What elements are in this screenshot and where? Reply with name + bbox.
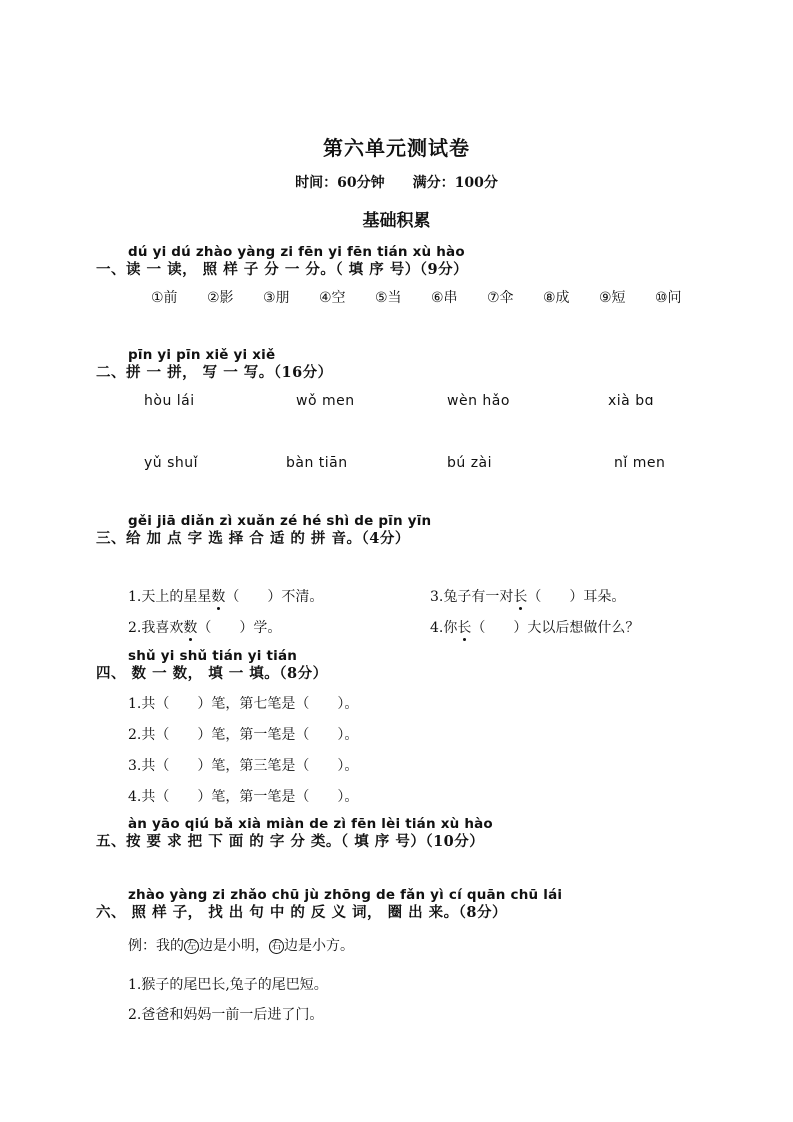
q6-line-2: 2.爸爸和妈妈一前一后进了门。	[128, 1007, 324, 1023]
q3-sentence-4: 4.你长（ ）大以后想做什么？	[430, 620, 640, 636]
q4-instruction: 四、 数 一 数， 填 一 填。（8分）	[96, 665, 328, 682]
q1-item: ①前	[151, 290, 178, 306]
q6-instruction: 六、 照 样 子， 找 出 句 中 的 反 义 词， 圈 出 来。（8分）	[96, 904, 508, 921]
q6-pinyin: zhào yàng zi zhǎo chū jù zhōng de fǎn yì cí quān chū lái	[128, 887, 563, 903]
q6-line-1: 1.猴子的尾巴长,兔子的尾巴短。	[128, 977, 328, 993]
q2-pinyin-word: yǔ shuǐ	[144, 455, 199, 471]
q4-line: 2.共（ ）笔，第一笔是（ ）。	[128, 727, 359, 743]
q1-item: ⑦伞	[487, 290, 514, 306]
q2-pinyin-word: hòu lái	[144, 393, 195, 409]
q5-pinyin: àn yāo qiú bǎ xià miàn de zì fēn lèi tián xù hào	[128, 816, 493, 832]
dotted-char: 长	[513, 589, 528, 605]
q2-instruction: 二、拼 一 拼， 写 一 写。（16分）	[96, 364, 333, 381]
q2-pinyin-word: wèn hǎo	[447, 393, 510, 409]
q3-pinyin: gěi jiā diǎn zì xuǎn zé hé shì de pīn yīn	[128, 513, 432, 529]
page-title: 第六单元测试卷	[323, 136, 470, 160]
q1-item: ⑩问	[655, 290, 682, 306]
exam-info: 时间：60分钟 满分：100分	[295, 175, 498, 191]
q3-instruction: 三、给 加 点 字 选 择 合 适 的 拼 音。（4分）	[96, 530, 410, 547]
dotted-char: 数	[211, 589, 226, 605]
q4-line: 1.共（ ）笔，第七笔是（ ）。	[128, 696, 359, 712]
dotted-char: 长	[457, 620, 472, 636]
q1-instruction: 一、读 一 读， 照 样 子 分 一 分。（ 填 序 号）（9分）	[96, 261, 469, 278]
q2-pinyin-word: xià bɑ	[608, 393, 654, 409]
q1-item: ⑨短	[599, 290, 626, 306]
q2-pinyin-word: nǐ men	[614, 455, 666, 471]
q1-item: ④空	[319, 290, 346, 306]
q2-pinyin: pīn yi pīn xiě yi xiě	[128, 347, 276, 363]
q4-line: 4.共（ ）笔，第一笔是（ ）。	[128, 789, 359, 805]
q1-item: ⑧成	[543, 290, 570, 306]
q4-pinyin: shǔ yi shǔ tián yi tián	[128, 648, 298, 664]
q5-instruction: 五、按 要 求 把 下 面 的 字 分 类。（ 填 序 号）（10分）	[96, 833, 485, 850]
section-heading: 基础积累	[362, 211, 431, 231]
q1-item: ③朋	[263, 290, 290, 306]
q3-sentence-1: 1.天上的星星数（ ）不清。	[128, 589, 324, 605]
q6-example: 例：我的 左 边是小明， 右 边是小方。	[128, 938, 354, 954]
q3-sentence-2: 2.我喜欢数（ ）学。	[128, 620, 282, 636]
circled-word: 左	[184, 939, 199, 954]
q2-pinyin-word: bú zài	[447, 455, 493, 471]
q1-pinyin: dú yi dú zhào yàng zi fēn yi fēn tián xù hào	[128, 244, 465, 260]
q2-pinyin-word: wǒ men	[296, 393, 355, 409]
q1-item: ②影	[207, 290, 234, 306]
q1-item: ⑤当	[375, 290, 402, 306]
q4-line: 3.共（ ）笔，第三笔是（ ）。	[128, 758, 359, 774]
dotted-char: 数	[183, 620, 198, 636]
q1-item: ⑥串	[431, 290, 458, 306]
q2-pinyin-word: bàn tiān	[286, 455, 348, 471]
q3-sentence-3: 3.兔子有一对长（ ）耳朵。	[430, 589, 626, 605]
circled-word: 右	[269, 939, 284, 954]
